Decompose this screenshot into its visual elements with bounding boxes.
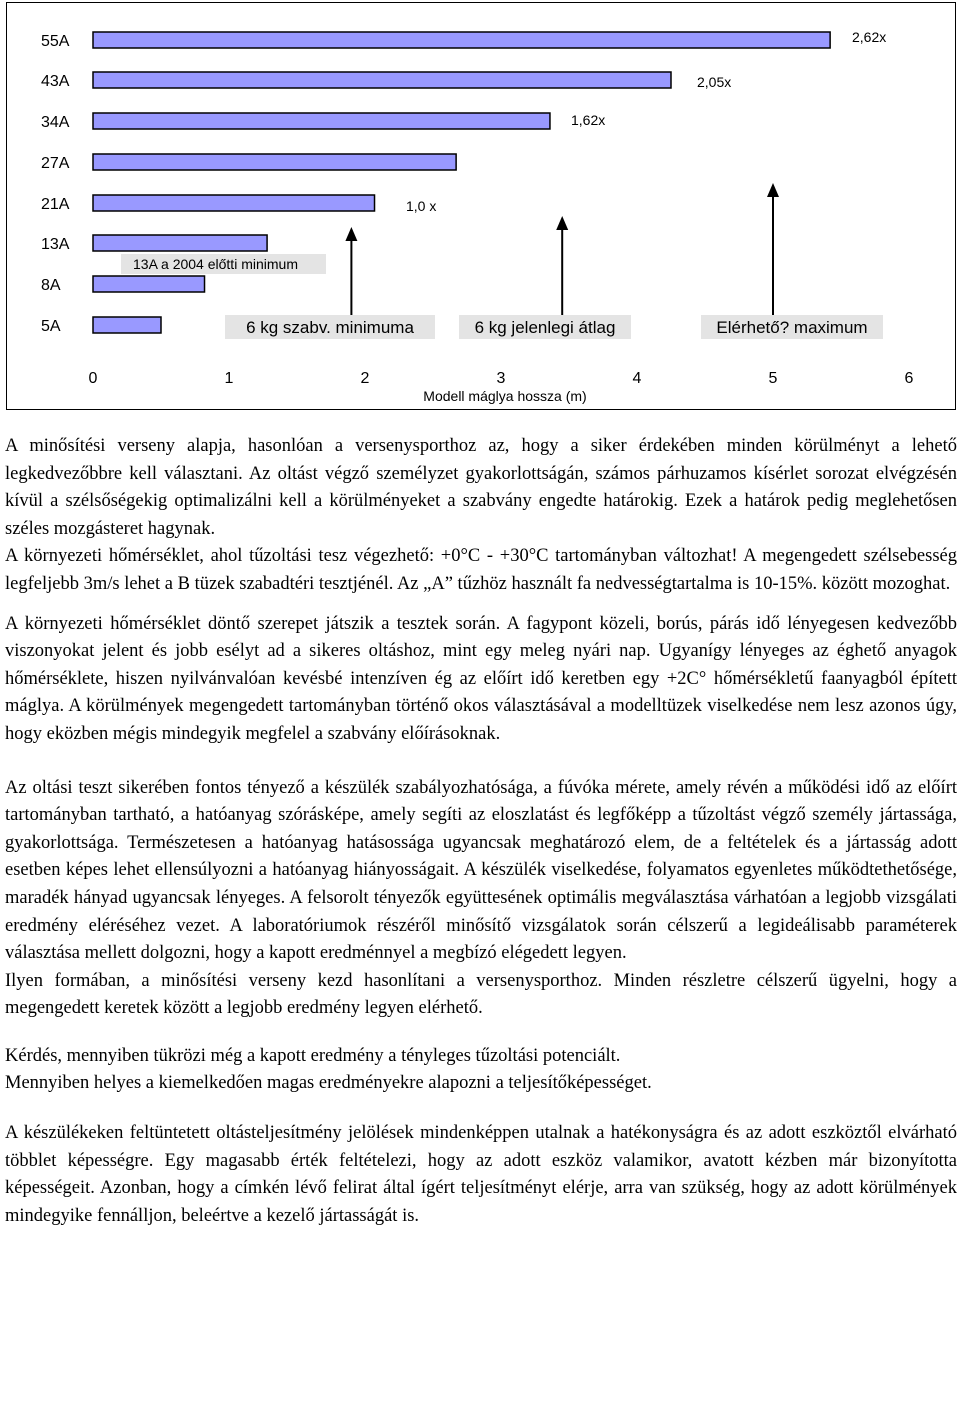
x-tick-label: 5: [768, 370, 778, 387]
x-tick-label: 3: [496, 370, 506, 387]
x-tick-label: 0: [88, 370, 98, 387]
paragraph-6: Kérdés, mennyiben tükrözi még a kapott eredmény a tényleges tűzoltási potenciált.: [5, 1045, 621, 1066]
category-label: 21A: [41, 196, 70, 213]
category-label: 55A: [41, 33, 70, 50]
paragraph-3: A környezeti hőmérséklet döntő szerepet játszik a tesztek során. A fagypont közeli, borús, párás idő lényegesen kedvezőbb viszonyokat jelent és jobb esélyt ad a sikeres oltáshoz, mint egy meleg nyári nap. Ugyanígy lényeges az éghető anyagok hőmérséklete, hiszen nyilvánvalóan kevésbé intenzíven ég az előírt idő keretben egy +2C° hőmérsékletű faanyagból épített máglya. A körülmények megengedett tartományban történő okos választásával a modelltüzek viselkedése nem lesz azonos úgy, hogy eközben mégis mindegyik megfelel a szabvány előírásoknak.: [5, 613, 957, 744]
category-label: 13A: [41, 236, 70, 253]
bar-34A: [93, 113, 550, 129]
x-tick-label: 2: [360, 370, 370, 387]
x-axis-title: Modell máglya hossza (m): [423, 388, 587, 404]
paragraph-5: Ilyen formában, a minősítési verseny kezd hasonlítani a versenysporthoz. Minden részletre célszerű ügyelni, hogy a megengedett keretek között a legjobb eredmény legyen elérhető.: [5, 970, 957, 1019]
bar-5A: [93, 317, 161, 333]
bar-21A: [93, 195, 375, 211]
chart-svg: [7, 3, 955, 409]
marker-label: Elérhető? maximum: [716, 318, 868, 337]
category-label: 8A: [41, 277, 61, 294]
bar-8A: [93, 276, 205, 292]
paragraph-2: A környezeti hőmérséklet, ahol tűzoltási tesz végezhető: +0°C - +30°C tartományban változhat! A megengedett szélsebesség legfeljebb 3m/s lehet a B tüzek szabadtéri tesztjénél. Az „A” tűzhöz használt fa nedvességtartalma is 10-15%. között mozoghat.: [5, 546, 957, 594]
note-13A: 13A a 2004 előtti minimum: [133, 256, 298, 272]
paragraph-8: A készülékeken feltüntetett oltásteljesítmény jelölések mindenképpen utalnak a hatékonyságra és az adott eszköztől elvárható többlet képességre. Egy magasabb érték feltételezi, hogy az adott eszköz valamikor, avatott kézben már bizonyította képességeit. Azonban, hogy a címkén lévő felirat által ígért teljesítményt elérje, arra van szükség, hogy az adott körülmények mindegyike fennálljon, beleértve a kezelő jártasságát is.: [5, 1123, 957, 1226]
category-label: 27A: [41, 155, 70, 172]
bar-annotation: 1,62x: [571, 112, 606, 128]
paragraph-1: A minősítési verseny alapja, hasonlóan a versenysporthoz az, hogy a siker érdekében minden körülményt a lehető legkedvezőbbre kell választani. Az oltást végző személyzet gyakorlottságán, számos párhuzamos kísérlet sorozat elvégzésén kívül a szélsőségekig optimalizálni kell a körülményeket a szabvány engedte határokig. Ezek a határok pedig meglehetősen széles mozgásteret hagynak.: [5, 436, 957, 539]
x-tick-label: 1: [224, 370, 234, 387]
category-label: 34A: [41, 114, 70, 131]
bar-annotation: 2,05x: [697, 74, 732, 90]
category-label: 5A: [41, 318, 61, 335]
x-tick-label: 6: [904, 370, 914, 387]
bar-annotation: 2,62x: [852, 29, 887, 45]
paragraph-4: Az oltási teszt sikerében fontos tényező a készülék szabályozhatósága, a fúvóka mérete, amely révén a működési idő az előírt tartományban tartható, a hatóanyag szórásképe, amely segíti az eloszlatást és legfőképp a tűzoltást végző személy jártassága, gyakorlottsága. Természetesen a hatóanyag hatásossága ugyancsak meghatározó elem, de a feltételek és a jártasság adott esetben képes lehet ellensúlyozni a hatóanyag hiányosságait. A készülék viselkedése, folyamatos egyenletes működtethetősége, maradék hányad ugyancsak lényeges. A felsorolt tényezők együttesének optimális megválasztása várhatóan a legjobb vizsgálati eredmény eléréséhez vezet. A laboratóriumok részéről minősítő vizsgálatok során célszerű a legideálisabb paraméterek választása mellett dolgozni, hogy a kapott eredménnyel a megbízó elégedett legyen.: [5, 777, 957, 964]
marker-label: 6 kg jelenlegi átlag: [474, 318, 616, 337]
marker-label: 6 kg szabv. minimuma: [246, 318, 414, 337]
bar-13A: [93, 235, 267, 251]
x-tick-label: 4: [632, 370, 642, 387]
arrow-head-icon: [345, 227, 357, 241]
bar-43A: [93, 72, 671, 88]
bar-55A: [93, 32, 830, 48]
document-body: [5, 433, 957, 1230]
arrow-head-icon: [767, 183, 779, 197]
arrow-head-icon: [556, 216, 568, 230]
category-label: 43A: [41, 73, 70, 90]
bar-27A: [93, 154, 456, 170]
paragraph-7: Mennyiben helyes a kiemelkedően magas eredményekre alapozni a teljesítőképességet.: [5, 1073, 652, 1094]
bar-chart: [6, 2, 956, 410]
bar-annotation: 1,0 x: [406, 198, 437, 214]
